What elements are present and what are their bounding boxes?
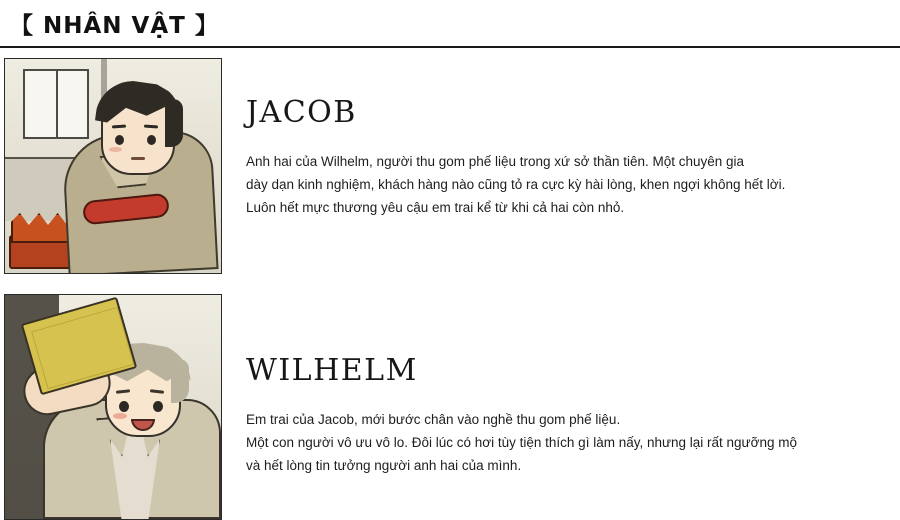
page-title: 【 NHÂN VẬT 】 [10,12,219,39]
desc-line: Anh hai của Wilhelm, người thu gom phế liệu trong xứ sở thần tiên. Một chuyên gia [246,154,745,169]
wilhelm-portrait [4,294,222,520]
character-name-jacob: JACOB [246,95,357,130]
character-entry-jacob [0,58,900,274]
desc-line: và hết lòng tin tưởng người anh hai của mình. [246,458,522,474]
jacob-portrait [4,58,222,274]
jacob-illustration [5,59,221,273]
window-shape [23,69,89,139]
character-entry-wilhelm [0,294,900,520]
desc-line: Một con người vô ưu vô lo. Đôi lúc có hơi tùy tiện thích gì làm nấy, nhưng lại rất ngưỡng mộ [246,435,797,451]
character-description-wilhelm [246,408,886,478]
page-header [0,0,900,46]
jacob-text-block [222,58,900,220]
header-divider [0,46,900,48]
desc-line: dày dạn kinh nghiệm, khách hàng nào cũng tỏ ra cực kỳ hài lòng, khen ngợi không hết lời. [246,177,786,193]
character-description-jacob [246,150,886,220]
desc-line: Luôn hết mực thương yêu cậu em trai kể từ khi cả hai còn nhỏ. [246,200,625,216]
desc-line: Em trai của Jacob, mới bước chân vào nghề thu gom phế liệu. [246,412,621,427]
wilhelm-illustration [5,295,221,519]
character-name-wilhelm: WILHELM [246,353,418,388]
wilhelm-text-block [222,294,900,478]
